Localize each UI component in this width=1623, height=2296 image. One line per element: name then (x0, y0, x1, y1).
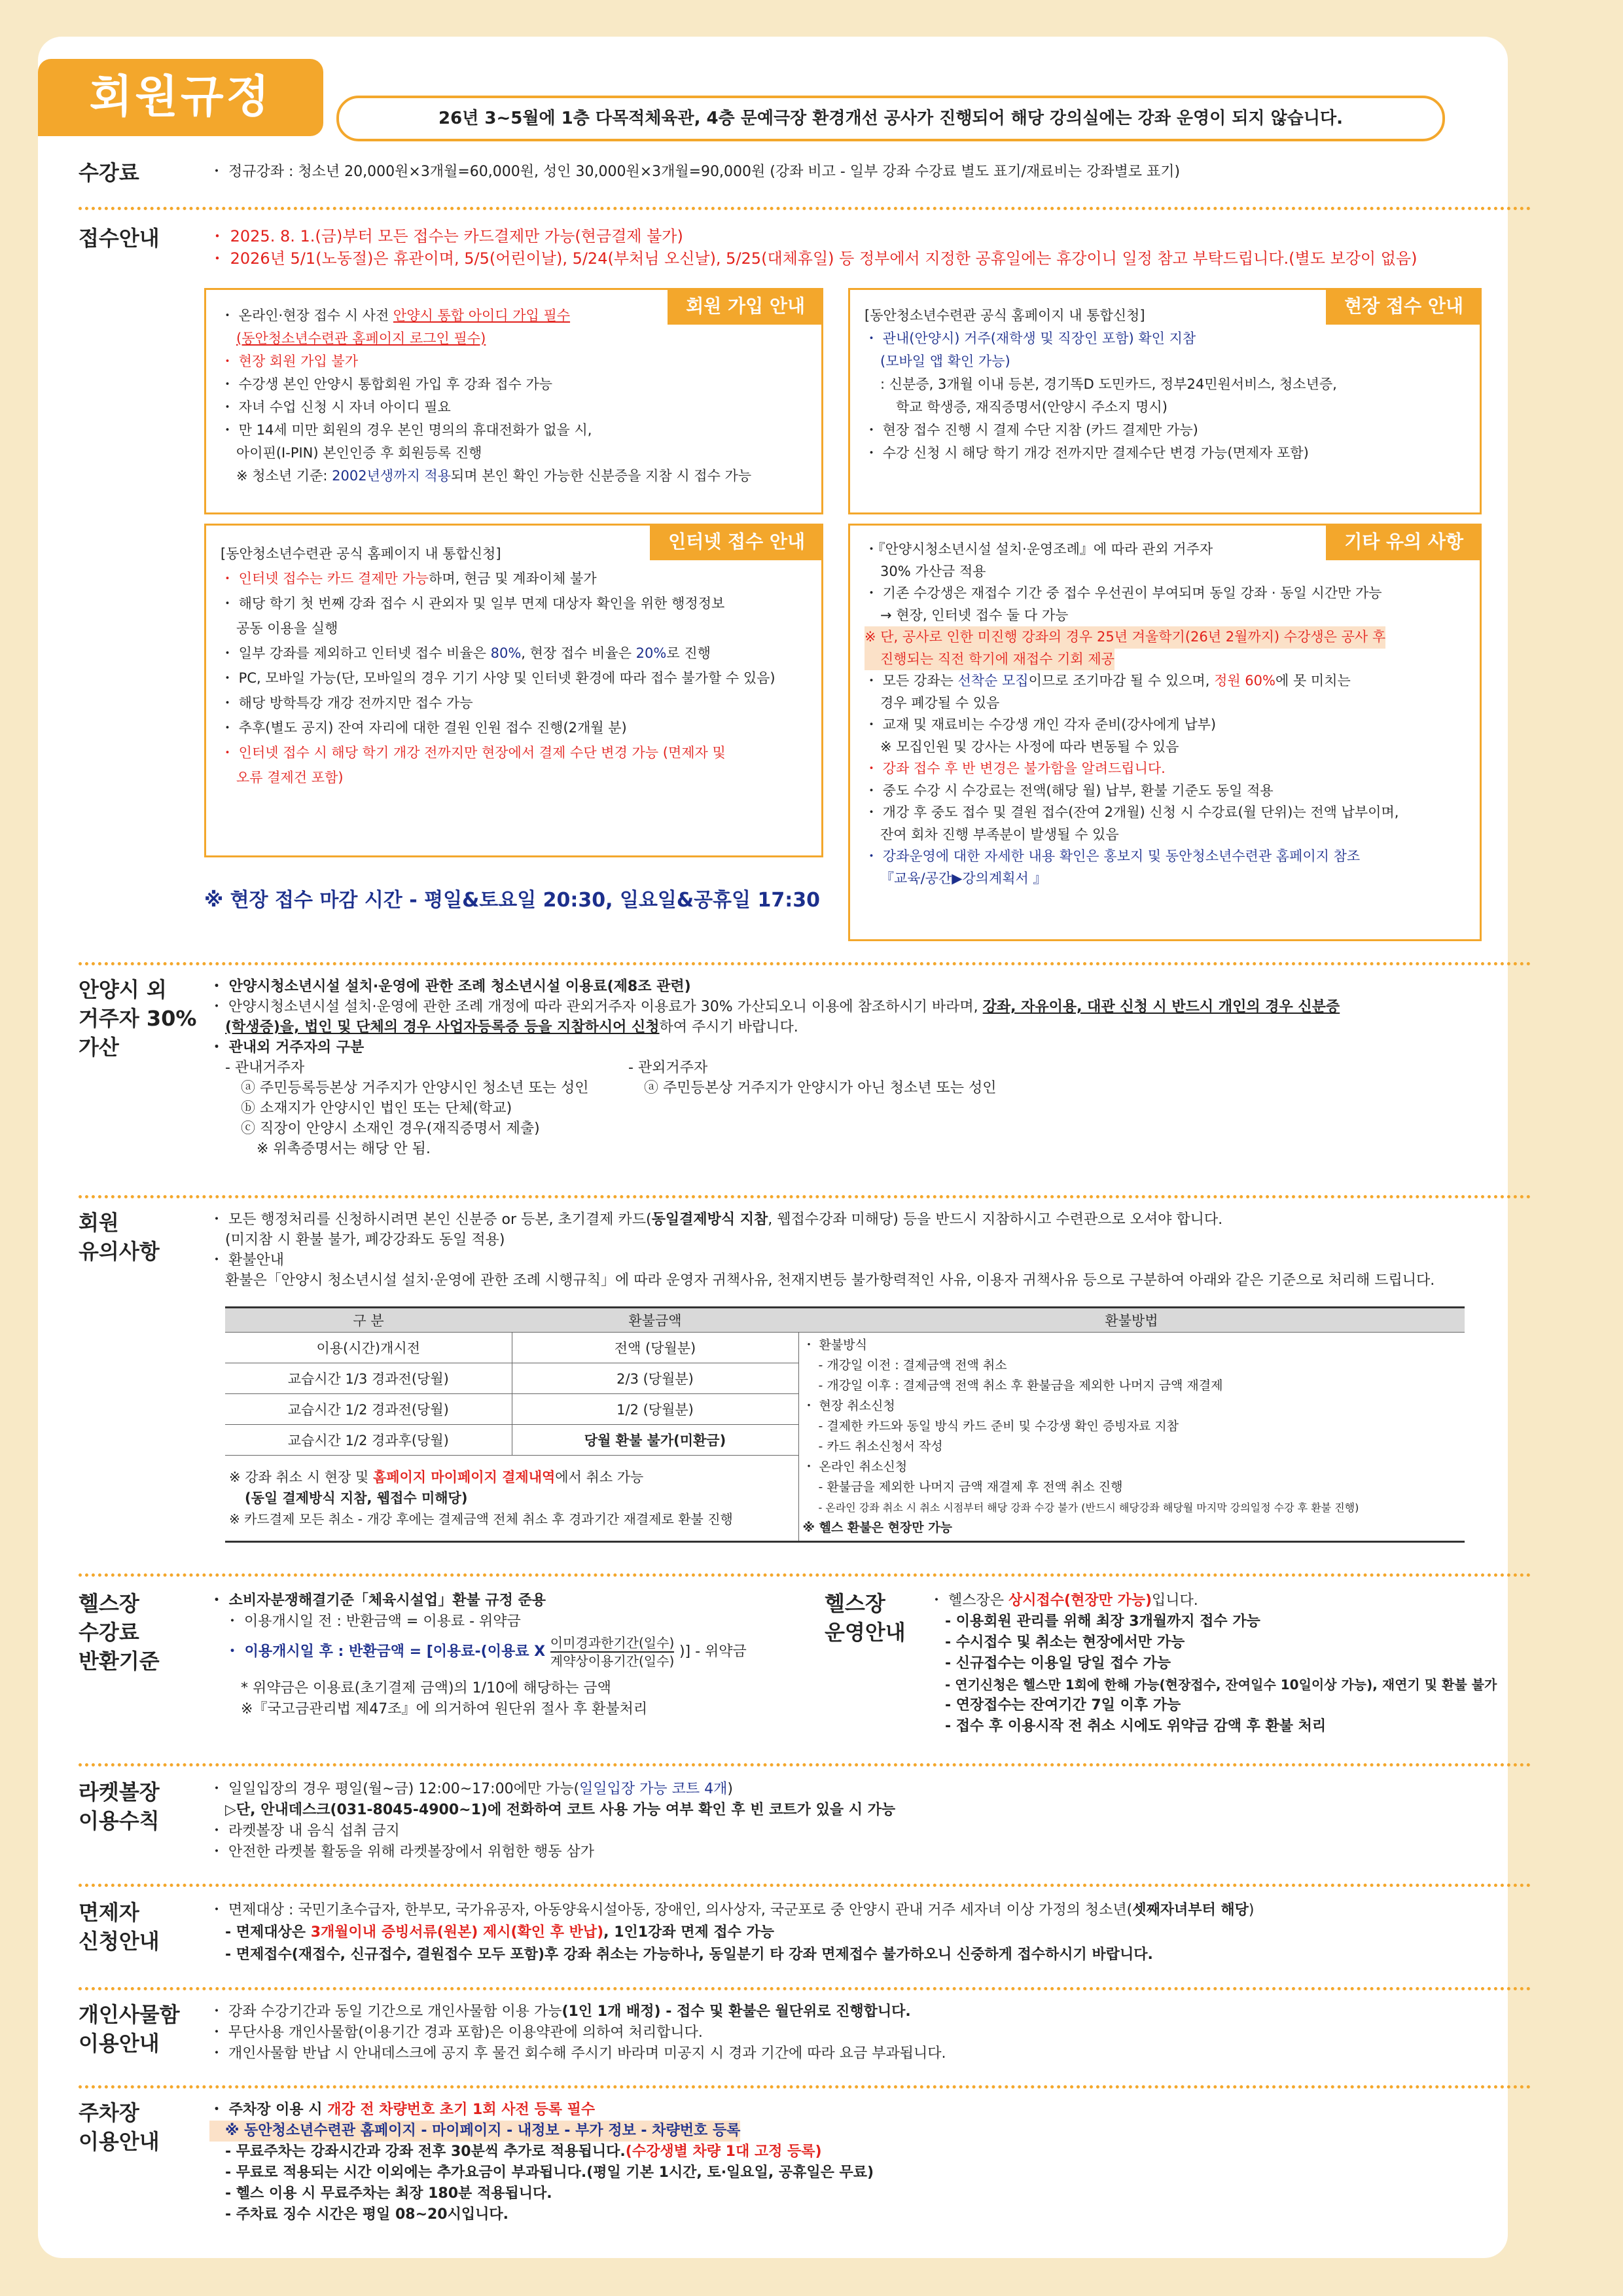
refund-note: ※ 강좌 취소 시 현장 및 (229, 1469, 373, 1485)
etc-line: ・ 중도 수강 시 수강료는 전액(해당 월) 납부, 환불 기준도 동일 적용 (865, 782, 1274, 798)
etc-line: → 현장, 인터넷 접수 둘 다 가능 (880, 607, 1069, 623)
health-op-line: - 신규접수는 이용일 당일 접수 가능 (945, 1655, 1171, 1672)
refund-header: 환불금액 (512, 1308, 798, 1333)
internet-line: ・ 일부 강좌를 제외하고 인터넷 접수 비율은 (221, 645, 491, 661)
health-op-line: 입니다. (1152, 1592, 1198, 1609)
etc-line: ・ 개강 후 중도 접수 및 결원 접수(잔여 2개월) 신청 시 수강료(월 단위)는 전액 납부이며, (865, 804, 1399, 820)
outside-line: 하여 주시기 바랍니다. (659, 1019, 798, 1035)
membership-line: 되며 본인 확인 가능한 신분증을 지참 시 접수 가능 (450, 468, 752, 484)
membership-line: ・ 만 14세 미만 회원의 경우 본인 명의의 휴대전화가 없을 시, (221, 422, 592, 438)
locker-line: ・ 무단사용 개인사물함(이용기간 경과 포함)은 이용약관에 의하여 처리합니다. (209, 2024, 703, 2041)
health-refund-line: ・ 소비자분쟁해결기준「체육시설업」환불 규정 준용 (209, 1592, 546, 1609)
outside-id-required: 강좌, 자유이용, 대관 신청 시 반드시 개인의 경우 신분증 (982, 999, 1340, 1015)
exemption-label-line: 신청안내 (79, 1929, 160, 1954)
outside-line: - 관내거주자 (225, 1060, 305, 1076)
etc-line: ・ 강좌운영에 대한 자세한 내용 확인은 홍보지 및 동안청소년수련관 홈페이지 참조 (865, 848, 1361, 864)
parking-line: ・ 주차장 이용 시 (209, 2102, 328, 2118)
divider (79, 2085, 1531, 2089)
internet-line: ・ PC, 모바일 가능(단, 모바일의 경우 기기 사양 및 인터넷 환경에 따라 접수 불가할 수 있음) (221, 670, 776, 686)
refund-cell: 1/2 (당월분) (512, 1394, 798, 1425)
refund-note: (동일 결제방식 지참, 웹접수 미해당) (245, 1490, 468, 1506)
racquetball-label (79, 1778, 203, 1835)
racquetball-section (79, 1778, 1466, 1876)
parking-line: - 헬스 이용 시 무료주차는 최장 180분 적용됩니다. (225, 2185, 552, 2202)
construction-notice: 26년 3~5월에 1층 다목적체육관, 4층 문예극장 환경개선 공사가 진행되어 해당 강의실에는 강좌 운영이 되지 않습니다. (336, 96, 1445, 141)
page-title: 회원규정 (38, 59, 323, 136)
etc-tag: 기타 유의 사항 (1326, 524, 1482, 560)
internet-line: 오류 결제건 포함) (236, 770, 344, 785)
internet-line: 하며, 현금 및 계좌이체 불가 (429, 571, 597, 586)
exemption-documents: 3개월이내 증빙서류(원본) 제시(확인 후 반납) (310, 1924, 604, 1941)
locker-label-line: 이용안내 (79, 2031, 160, 2056)
health-refund-formula: ・ 이용개시일 후 : 반환금액 = [이용료-(이용료 X (225, 1643, 546, 1660)
divider (79, 1884, 1531, 1887)
racquetball-line: ▷단, 안내데스크(031-8045-4900~1)에 전화하여 코트 사용 가능 여부 확인 후 빈 코트가 있을 시 가능 (225, 1802, 896, 1818)
onsite-line: ・ 현장 접수 진행 시 결제 수단 지참 (카드 결제만 가능) (865, 422, 1198, 438)
refund-table (225, 1306, 1465, 1543)
health-refund-line: ※『국고금관리법 제47조』에 의거하여 원단위 절사 후 환불처리 (241, 1701, 648, 1717)
parking-label (79, 2098, 203, 2156)
outside-line: ⓑ 소재지가 안양시인 법인 또는 단체(학교) (241, 1100, 512, 1117)
exemption-line: - 면제접수(재접수, 신규접수, 결원접수 모두 포함)후 강좌 취소는 가능하나, 동일분기 타 강좌 면제접수 불가하오니 신중하게 접수하시기 바랍니다. (225, 1946, 1153, 1963)
locker-section (79, 2000, 1466, 2079)
internet-tag: 인터넷 접수 안내 (650, 524, 823, 560)
divider (79, 1195, 1531, 1198)
etc-line: 『교육/공간▶강의계획서 』 (880, 870, 1047, 886)
reception-label: 접수안내 (79, 226, 160, 251)
refund-note-mypage: 홈페이지 마이페이지 결제내역 (372, 1469, 556, 1485)
racquetball-line: ・ 안전한 라켓볼 활동을 위해 라켓볼장에서 위험한 행동 삼가 (209, 1844, 594, 1860)
health-op-label (825, 1589, 942, 1647)
member-line: ・ 환불안내 (209, 1252, 285, 1268)
membership-line: ・ 수강생 본인 안양시 통합회원 가입 후 강좌 접수 가능 (221, 376, 553, 392)
onsite-ratio: 20% (635, 645, 667, 661)
outside-line: ⓒ 직장이 안양시 소재인 경우(재직증명서 제출) (241, 1121, 540, 1137)
onsite-line: (모바일 앱 확인 가능) (880, 353, 1010, 369)
outside-line: ・ 안양시청소년시설 설치·운영에 관한 조례 개정에 따라 관외거주자 이용료가 30% 가산되오니 이용에 참조하시기 바라며, (209, 999, 983, 1015)
membership-youth-year: 2002년생까지 적용 (332, 468, 451, 484)
health-refund-section (79, 1589, 1497, 1746)
parking-registration: 개강 전 차량번호 초기 1회 사전 등록 필수 (327, 2102, 596, 2118)
etc-line: 30% 가산금 적용 (880, 563, 986, 579)
outside-label-line: 거주자 30% (79, 1006, 197, 1031)
etc-construction-note: 진행되는 직전 학기에 재접수 기회 제공 (865, 649, 1115, 671)
internet-line: 공동 이용을 실행 (236, 620, 338, 636)
locker-monthly: (1인 1개 배정) - 접수 및 환불은 월단위로 진행합니다. (562, 2003, 911, 2020)
member-label-line: 유의사항 (79, 1239, 160, 1264)
member-label (79, 1208, 203, 1266)
locker-line: ・ 개인사물함 반납 시 안내데스크에 공지 후 물건 회수해 주시기 바라며 미공지 시 경과 기간에 따라 요금 부과됩니다. (209, 2045, 946, 2062)
refund-method-line: ・ 현장 취소신청 (802, 1399, 895, 1413)
refund-header: 환불방법 (798, 1308, 1465, 1333)
refund-note: 에서 취소 가능 (555, 1469, 644, 1485)
exemption-line: , 1인1강좌 면제 접수 가능 (603, 1924, 775, 1941)
etc-first-come: 선착순 모집 (957, 673, 1029, 689)
racquetball-label-line: 라켓볼장 (79, 1780, 160, 1804)
refund-cell: 교습시간 1/3 경과전(당월) (225, 1363, 512, 1394)
racquetball-line: ・ 일일입장의 경우 평일(월~금) 12:00~17:00에만 가능( (209, 1781, 580, 1797)
onsite-line: ・ 수강 신청 시 해당 학기 개강 전까지만 결제수단 변경 가능(면제자 포함) (865, 445, 1309, 461)
etc-line: 잔여 회차 진행 부족분이 발생될 수 있음 (880, 826, 1119, 842)
exemption-section (79, 1898, 1466, 1977)
refund-method-line: - 카드 취소신청서 작성 (818, 1439, 943, 1454)
fraction-denominator: 계약상이용기간(일수) (550, 1653, 675, 1669)
etc-line: 이므로 조기마감 될 수 있으며, (1028, 673, 1215, 689)
health-op-label-line: 운영안내 (825, 1620, 906, 1645)
health-refund-formula: )] - 위약금 (679, 1643, 747, 1660)
outside-line: - 관외거주자 (628, 1060, 708, 1076)
health-refund-label-line: 헬스장 (79, 1591, 139, 1616)
health-refund-fraction (550, 1634, 675, 1670)
health-op-line: - 접수 후 이용시작 전 취소 시에도 위약금 감액 후 환불 처리 (945, 1718, 1327, 1734)
internet-line: ・ 해당 방학특강 개강 전까지만 접수 가능 (221, 695, 473, 711)
internet-line: , 현장 접수 비율은 (521, 645, 636, 661)
onsite-tag: 현장 접수 안내 (1326, 288, 1482, 325)
health-op-line: - 연장접수는 잔여기간 7일 이후 가능 (945, 1697, 1181, 1713)
parking-section (79, 2098, 1466, 2242)
membership-line: ※ 청소년 기준: (236, 468, 332, 484)
refund-method-line: - 결제한 카드와 동일 방식 카드 준비 및 수강생 확인 증빙자료 지참 (818, 1419, 1179, 1433)
onsite-line: ・ 관내(안양시) 거주(재학생 및 직장인 포함) 확인 지참 (865, 331, 1196, 346)
membership-line: ・ 현장 회원 가입 불가 (221, 353, 358, 369)
parking-line: - 무료주차는 강좌시간과 강좌 전후 30분씩 추가로 적용됩니다. (225, 2144, 626, 2160)
member-line: 환불은「안양시 청소년시설 설치·운영에 관한 조례 시행규칙」에 따라 운영자 귀책사유, 천재지변등 불가항력적인 사유, 이용자 귀책사유 등으로 구분하여 아래와 같은 기준으로 처리해 드립니다. (225, 1272, 1435, 1289)
outside-line: ⓐ 주민등본상 거주지가 안양시가 아닌 청소년 또는 성인 (644, 1080, 997, 1096)
refund-cell: 이용(시간)개시전 (225, 1333, 512, 1363)
etc-line: 경우 폐강될 수 있음 (880, 694, 1000, 711)
reception-holiday: ・ 2026년 5/1(노동절)은 휴관이며, 5/5(어린이날), 5/24(부처님 오신날), 5/25(대체휴일) 등 정부에서 지정한 공휴일에는 휴강이니 일정 참고 부탁드립니다.(별도 보강이 없음) (209, 249, 1418, 268)
divider (79, 1763, 1531, 1767)
divider (79, 1987, 1531, 1990)
exemption-label-line: 면제자 (79, 1900, 139, 1925)
racquetball-label-line: 이용수칙 (79, 1808, 160, 1833)
parking-label-line: 이용안내 (79, 2129, 160, 2154)
outside-resident-section (79, 975, 1466, 1185)
refund-cell: 전액 (당월분) (512, 1333, 798, 1363)
refund-method-line: ・ 온라인 취소신청 (802, 1460, 908, 1474)
refund-table-wrap (225, 1306, 1465, 1543)
internet-line: 로 진행 (666, 645, 711, 661)
refund-method-line: - 개강일 이후 : 결제금액 전액 취소 후 환불금을 제외한 나머지 금액 재결제 (818, 1378, 1223, 1393)
membership-tag: 회원 가입 안내 (668, 288, 823, 325)
membership-line: (동안청소년수련관 홈페이지 로그인 필수) (236, 331, 486, 346)
racquetball-courts: 일일입장 가능 코트 4개 (579, 1781, 728, 1797)
member-same-payment: 동일결제방식 지참 (651, 1211, 768, 1228)
etc-line: ・ 강좌 접수 후 반 변경은 불가함을 알려드립니다. (865, 761, 1166, 776)
fee-section (79, 158, 1466, 191)
refund-cell: 교습시간 1/2 경과전(당월) (225, 1394, 512, 1425)
outside-label-line: 가산 (79, 1035, 119, 1060)
etc-line: ・ 기존 수강생은 재접수 기간 중 접수 우선권이 부여되며 동일 강좌 · 동일 시간만 가능 (865, 585, 1382, 601)
etc-line: ・ 모든 강좌는 (865, 673, 958, 689)
health-op-label-line: 헬스장 (825, 1591, 885, 1616)
member-line: , 웹접수강좌 미해당) 등을 반드시 지참하시고 수련관으로 오셔야 합니다. (768, 1211, 1223, 1228)
health-refund-label-line: 반환기준 (79, 1649, 160, 1674)
exemption-third-child: 셋째자녀부터 해당 (1132, 1902, 1249, 1918)
etc-construction-note: ※ 단, 공사로 인한 미진행 강좌의 경우 25년 겨울학기(26년 2월까지) 수강생은 공사 후 (865, 626, 1385, 649)
exemption-label (79, 1898, 203, 1956)
parking-register-path: ※ 동안청소년수련관 홈페이지 - 마이페이지 - 내정보 - 부가 정보 - 차량번호 등록 (209, 2121, 740, 2142)
etc-quota: 정원 60% (1214, 673, 1275, 689)
reception-card-only: ・ 2025. 8. 1.(금)부터 모든 접수는 카드결제만 가능(현금결제 불가) (209, 227, 683, 245)
onsite-line: : 신분증, 3개월 이내 등본, 경기똑D 도민카드, 정부24민원서비스, 청소년증, (880, 376, 1337, 392)
etc-line: ・ 교재 및 재료비는 수강생 개인 각자 준비(강사에게 납부) (865, 717, 1217, 732)
outside-id-required: (학생증)을, 법인 및 단체의 경우 사업자등록증 등을 지참하시어 신청 (225, 1019, 660, 1035)
racquetball-line: ・ 라켓볼장 내 음식 섭취 금지 (209, 1823, 400, 1839)
health-op-body (929, 1590, 1497, 1737)
internet-ratio: 80% (490, 645, 522, 661)
refund-method-cell (798, 1333, 1465, 1542)
refund-note-cell (225, 1456, 798, 1542)
locker-line: ・ 강좌 수강기간과 동일 기간으로 개인사물함 이용 가능 (209, 2003, 562, 2020)
divider (79, 962, 1531, 965)
fee-text: ・ 정규강좌 : 청소년 20,000원×3개월=60,000원, 성인 30,000원×3개월=90,000원 (강좌 비고 - 일부 강좌 수강료 별도 표기/재료비는 강좌별로 표기) (209, 164, 1181, 180)
outside-line: ⓐ 주민등록등본상 거주지가 안양시인 청소년 또는 성인 (241, 1080, 589, 1096)
refund-header: 구 분 (225, 1308, 512, 1333)
internet-line: ・ 해당 학기 첫 번째 강좌 접수 시 관외자 및 일부 면제 대상자 확인을 위한 행정정보 (221, 596, 725, 611)
member-label-line: 회원 (79, 1210, 119, 1235)
onsite-deadline: ※ 현장 접수 마감 시간 - 평일&토요일 20:30, 일요일&공휴일 17:30 (204, 889, 820, 912)
parking-line: - 무료로 적용되는 시간 이외에는 추가요금이 부과됩니다.(평일 기본 1시간, 토·일요일, 공휴일은 무료) (225, 2164, 874, 2181)
exemption-line: ・ 면제대상 : 국민기초수급자, 한부모, 국가유공자, 아동양육시설아동, 장애인, 의사상자, 국군포로 중 안양시 관내 거주 세자녀 이상 가정의 청소년( (209, 1902, 1133, 1918)
internet-card-only: ・ 인터넷 접수는 카드 결제만 가능 (221, 571, 429, 586)
exemption-line: - 면제대상은 (225, 1924, 311, 1941)
etc-box (848, 524, 1482, 941)
health-refund-label (79, 1589, 203, 1676)
refund-cell: 교습시간 1/2 경과후(당월) (225, 1425, 512, 1456)
etc-line: 에 못 미치는 (1275, 673, 1351, 689)
member-line: (미지참 시 환불 불가, 폐강강좌도 동일 적용) (225, 1232, 505, 1248)
etc-line: ・『안양시청소년시설 설치·운영조례』에 따라 관외 거주자 (865, 541, 1213, 557)
refund-method-line: - 개강일 이전 : 결제금액 전액 취소 (818, 1358, 1007, 1372)
parking-one-car: (수강생별 차량 1대 고정 등록) (625, 2144, 822, 2160)
membership-line: 아이핀(I-PIN) 본인인증 후 회원등록 진행 (236, 445, 482, 461)
onsite-line: 학교 학생증, 재직증명서(안양시 주소지 명시) (896, 399, 1168, 415)
outside-label-line: 안양시 외 (79, 977, 167, 1002)
health-op-always: 상시접수(현장만 가능) (1008, 1592, 1152, 1609)
member-line: ・ 모든 행정처리를 신청하시려면 본인 신분증 or 등본, 초기결제 카드( (209, 1211, 652, 1228)
refund-method-line: - 온라인 강좌 취소 시 취소 시점부터 해당 강좌 수강 불가 (반드시 해당강좌 해당월 마지막 강의일정 수강 후 환불 진행) (818, 1501, 1359, 1514)
refund-method-line: - 환불금을 제외한 나머지 금액 재결제 후 전액 취소 진행 (818, 1480, 1123, 1494)
membership-line: ・ 자녀 수업 신청 시 자녀 아이디 필요 (221, 399, 451, 415)
parking-line: - 주차료 징수 시간은 평일 08~20시입니다. (225, 2206, 508, 2223)
health-refund-line: * 위약금은 이용료(초기결제 금액)의 1/10에 해당하는 금액 (241, 1680, 611, 1696)
divider (79, 1573, 1531, 1577)
fraction-numerator: 이미경과한기간(일수) (550, 1634, 675, 1653)
health-op-line: - 이용회원 관리를 위해 최장 3개월까지 접수 가능 (945, 1613, 1260, 1630)
etc-line: ※ 모집인원 및 강사는 사정에 따라 변동될 수 있음 (880, 738, 1179, 755)
membership-line: ・ 온라인·현장 접수 시 사전 (221, 308, 393, 323)
fee-label: 수강료 (79, 160, 139, 185)
internet-line: ・ 추후(별도 공지) 잔여 자리에 대한 결원 인원 접수 진행(2개월 분) (221, 720, 627, 736)
refund-method-line: ※ 헬스 환불은 현장만 가능 (802, 1520, 952, 1535)
membership-required: 안양시 통합 아이디 가입 필수 (393, 308, 571, 323)
refund-method-line: ・ 환불방식 (802, 1338, 867, 1352)
health-op-line: - 수시접수 및 취소는 현장에서만 가능 (945, 1634, 1185, 1651)
outside-line: ・ 안양시청소년시설 설치·운영에 관한 조례 청소년시설 이용료(제8조 관련) (209, 978, 691, 995)
internet-line: [동안청소년수련관 공식 홈페이지 내 통합신청] (221, 546, 501, 562)
health-refund-line: ・ 이용개시일 전 : 반환금액 = 이용료 - 위약금 (225, 1613, 521, 1630)
refund-note: ※ 카드결제 모든 취소 - 개강 후에는 결제금액 전체 취소 후 경과기간 재결제로 환불 진행 (229, 1511, 733, 1527)
divider (79, 207, 1531, 210)
outside-line: ・ 관내외 거주자의 구분 (209, 1039, 365, 1056)
membership-box (204, 288, 823, 514)
health-refund-label-line: 수강료 (79, 1620, 139, 1645)
racquetball-line: ) (727, 1781, 734, 1797)
refund-cell: 2/3 (당월분) (512, 1363, 798, 1394)
health-op-line: - 연기신청은 헬스만 1회에 한해 가능(현장접수, 잔여일수 10일이상 가능), 재연기 및 환불 불가 (945, 1677, 1497, 1693)
outside-line: ※ 위촉증명서는 해당 안 됨. (257, 1141, 431, 1157)
locker-label-line: 개인사물함 (79, 2002, 180, 2027)
onsite-line: [동안청소년수련관 공식 홈페이지 내 통합신청] (865, 308, 1145, 323)
internet-line: ・ 인터넷 접수 시 해당 학기 개강 전까지만 현장에서 결제 수단 변경 가능 (면제자 및 (221, 745, 726, 761)
health-op-line: ・ 헬스장은 (929, 1592, 1008, 1609)
parking-label-line: 주차장 (79, 2100, 139, 2125)
outside-label (79, 975, 203, 1062)
onsite-box (848, 288, 1482, 514)
exemption-line: ) (1248, 1902, 1255, 1918)
internet-box (204, 524, 823, 857)
locker-label (79, 2000, 203, 2058)
refund-cell: 당월 환불 불가(미환금) (512, 1425, 798, 1456)
